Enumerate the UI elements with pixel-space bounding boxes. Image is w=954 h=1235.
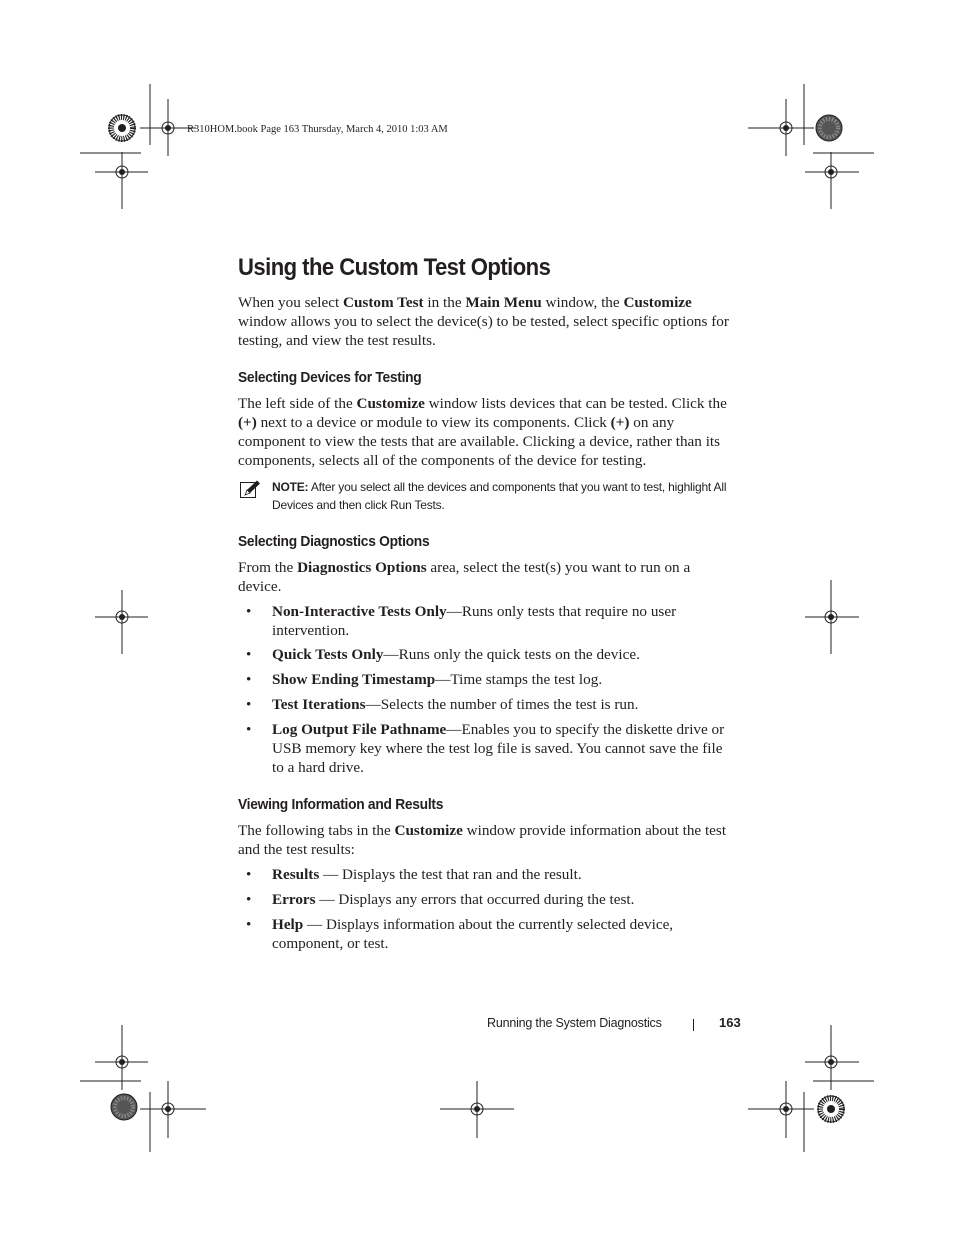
page-number: 163 xyxy=(719,1015,741,1030)
section-heading-viewing-results: Viewing Information and Results xyxy=(238,796,444,813)
results-paragraph: The following tabs in the Customize window provide information about the test and the test results: xyxy=(238,822,727,858)
book-page-info: R310HOM.book Page 163 Thursday, March 4, 2010 1:03 AM xyxy=(187,124,448,135)
section-heading-diagnostics-options: Selecting Diagnostics Options xyxy=(238,533,430,550)
section-heading-selecting-devices: Selecting Devices for Testing xyxy=(238,369,422,386)
diagnostics-paragraph: From the Diagnostics Options area, select the test(s) you want to run on a device. xyxy=(238,559,691,595)
page-title: Using the Custom Test Options xyxy=(238,254,551,281)
footer-chapter-title: Running the System Diagnostics xyxy=(487,1016,662,1030)
intro-paragraph: When you select Custom Test in the Main Menu window, the Customize window allows you to select the device(s) to be tested, select specific options for testing, and view the test results. xyxy=(238,294,729,349)
footer-divider xyxy=(693,1019,694,1031)
note-block xyxy=(238,478,738,518)
note-text: NOTE: After you select all the devices and components that you want to test, highlight All Devices and then click Run Tests. xyxy=(272,480,727,512)
devices-paragraph: The left side of the Customize window lists devices that can be tested. Click the (+) next to a device or module to view its components. Click (+) on any component to view the tests that are available. Clicking a device, rather than its components, selects all of the components of the device for testing. xyxy=(238,395,727,469)
note-pencil-icon xyxy=(240,480,262,500)
